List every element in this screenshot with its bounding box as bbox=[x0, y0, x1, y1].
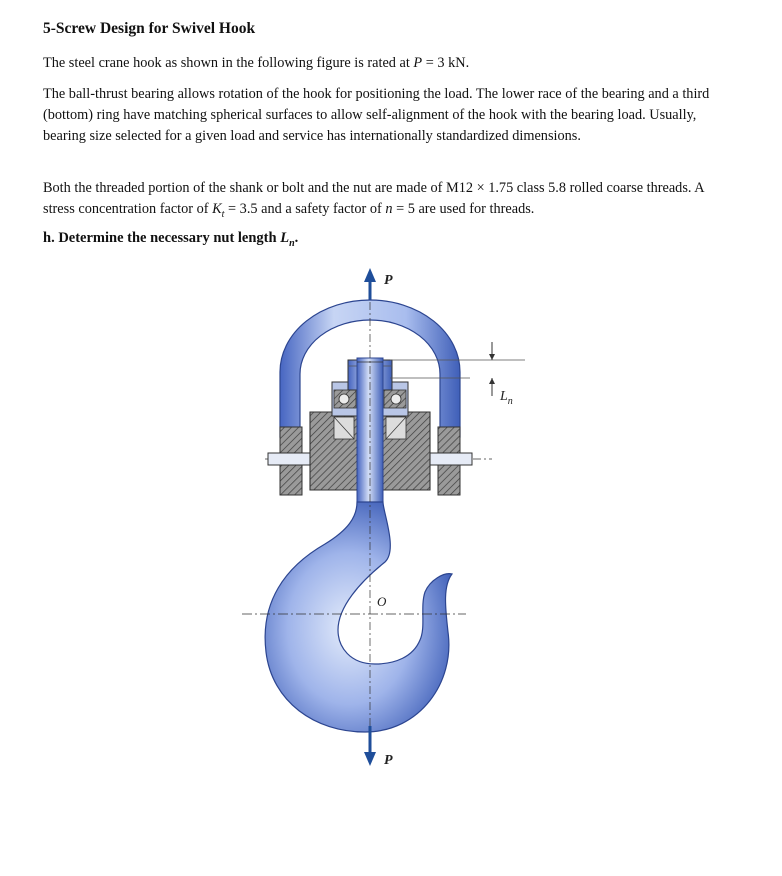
nut-length-variable: L bbox=[280, 230, 290, 246]
question-h bbox=[43, 230, 298, 249]
rating-paragraph bbox=[43, 53, 733, 74]
ball-right bbox=[391, 394, 401, 404]
threads-paragraph bbox=[43, 178, 733, 225]
nut-length-label: $L_n$ bbox=[500, 389, 513, 407]
threads-text-2: = 3.5 and a safety factor of bbox=[224, 201, 386, 217]
question-text: h. Determine the necessary nut length bbox=[43, 230, 281, 246]
ball-left bbox=[339, 394, 349, 404]
swivel-hook-figure bbox=[230, 262, 550, 782]
rating-text-before: The steel crane hook as shown in the following figure is rated at bbox=[43, 55, 414, 71]
threads-text-3: = 5 are used for threads. bbox=[392, 201, 535, 217]
bottom-load-label: P bbox=[384, 753, 393, 768]
threads-text-1: Both the threaded portion of the shank or bolt and the nut are made of M12 × 1.75 class 5.8 rolled coarse threads. A stress concentration factor of bbox=[43, 180, 704, 217]
document-heading: 5-Screw Design for Swivel Hook bbox=[43, 20, 256, 37]
question-end: . bbox=[294, 230, 299, 246]
right-pin bbox=[430, 453, 472, 465]
left-pin bbox=[268, 453, 310, 465]
center-point-label: O bbox=[377, 594, 387, 609]
stress-factor-variable: K bbox=[212, 201, 222, 217]
safety-factor-variable: n bbox=[385, 201, 393, 217]
rating-text-after: = 3 kN. bbox=[422, 55, 470, 71]
top-load-label: P bbox=[384, 273, 393, 288]
load-variable: P bbox=[413, 55, 423, 71]
nut-length-subscript: n bbox=[289, 237, 295, 249]
bearing-paragraph: The ball-thrust bearing allows rotation of the hook for positioning the load. The lower race of the bearing and a third (bottom) ring have matching spherical surfaces to allow self-alignment of the hook with the bearing load. Usually, bearing size selected for a given load and service has internationally standardized dimensions. bbox=[43, 86, 710, 144]
hook-body bbox=[265, 502, 452, 732]
stress-factor-subscript: t bbox=[221, 208, 225, 220]
